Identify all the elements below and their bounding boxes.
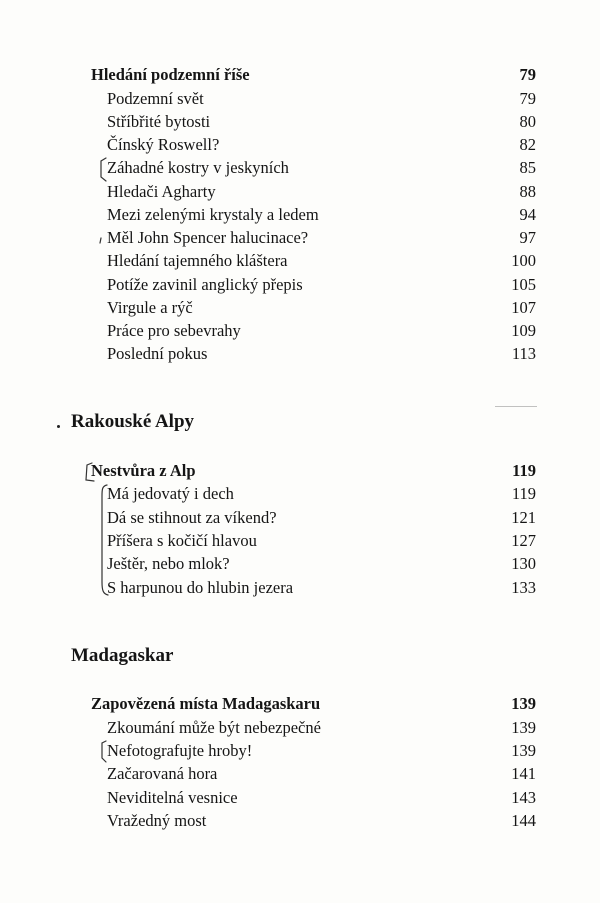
item-page: 94 [519,205,536,224]
item-title: Dá se stihnout za víkend? [107,508,277,527]
toc-item-row[interactable] [0,529,600,552]
toc-item-row[interactable] [0,762,600,785]
item-title: S harpunou do hlubin jezera [107,578,294,597]
item-title: Podzemní svět [107,89,204,108]
item-title: Čínský Roswell? [107,135,220,154]
item-page: 133 [511,578,536,597]
toc-item-row[interactable] [0,342,600,365]
item-title: Měl John Spencer halucinace? [107,228,309,247]
item-title: Virgule a rýč [107,298,193,317]
toc-item-row[interactable] [0,552,600,575]
item-title: Vražedný most [107,811,207,830]
toc-item-row[interactable] [0,87,600,110]
chapter-page: 79 [519,65,536,84]
item-title: Práce pro sebevrahy [107,321,241,340]
section-heading: Rakouské Alpy [71,411,195,432]
item-title: Hledači Agharty [107,182,216,201]
item-page: 80 [519,112,536,131]
item-title: Příšera s kočičí hlavou [107,531,257,550]
bullet-dot [57,425,60,428]
section-heading: Madagaskar [71,645,174,666]
item-page: 97 [519,228,536,247]
toc-chapter-row[interactable] [0,63,600,86]
toc-chapter-row[interactable] [0,692,600,715]
item-title: Začarovaná hora [107,764,218,783]
toc-item-row[interactable] [0,716,600,739]
item-page: 121 [511,508,536,527]
item-title: Poslední pokus [107,344,208,363]
item-title: Mezi zelenými krystaly a ledem [107,205,319,224]
toc-item-row[interactable] [0,506,600,529]
item-title: Nefotografujte hroby! [107,741,253,760]
item-title: Zkoumání může být nebezpečné [107,718,321,737]
item-page: 88 [519,182,536,201]
item-page: 109 [511,321,536,340]
toc-item-row[interactable] [0,156,600,179]
toc-item-row[interactable] [0,203,600,226]
item-page: 105 [511,275,536,294]
toc-chapter-row[interactable] [0,459,600,482]
chapter-page: 119 [512,461,536,480]
item-title: Hledání tajemného kláštera [107,251,288,270]
item-page: 139 [511,741,536,760]
item-page: 100 [511,251,536,270]
item-page: 130 [511,554,536,573]
item-page: 127 [511,531,536,550]
item-title: Má jedovatý i dech [107,484,234,503]
item-page: 85 [519,158,536,177]
toc-item-row[interactable] [0,296,600,319]
chapter-page: 139 [511,694,536,713]
item-page: 119 [511,484,536,503]
toc-item-row[interactable] [0,739,600,762]
item-page: 139 [511,718,536,737]
toc-item-row[interactable] [0,110,600,133]
toc-item-row[interactable] [0,482,600,505]
toc-item-row[interactable] [0,180,600,203]
item-page: 82 [519,135,536,154]
toc-item-row[interactable] [0,133,600,156]
scan-smudge [495,406,537,407]
item-title: Ještěr, nebo mlok? [107,554,230,573]
item-page: 107 [511,298,536,317]
toc-item-row[interactable] [0,576,600,599]
chapter-title: Nestvůra z Alp [91,461,196,480]
toc-item-row[interactable] [0,249,600,272]
toc-item-row[interactable] [0,226,600,249]
item-title: Neviditelná vesnice [107,788,238,807]
toc-item-row[interactable] [0,319,600,342]
item-page: 113 [511,344,536,363]
chapter-title: Hledání podzemní říše [91,65,250,84]
item-title: Záhadné kostry v jeskyních [107,158,289,177]
item-page: 79 [519,89,536,108]
item-title: Potíže zavinil anglický přepis [107,275,303,294]
toc-item-row[interactable] [0,273,600,296]
item-page: 141 [511,764,536,783]
item-title: Stříbřité bytosti [107,112,211,131]
item-page: 143 [511,788,536,807]
chapter-title: Zapovězená místa Madagaskaru [91,694,321,713]
toc-item-row[interactable] [0,786,600,809]
toc-item-row[interactable] [0,809,600,832]
item-page: 144 [511,811,536,830]
